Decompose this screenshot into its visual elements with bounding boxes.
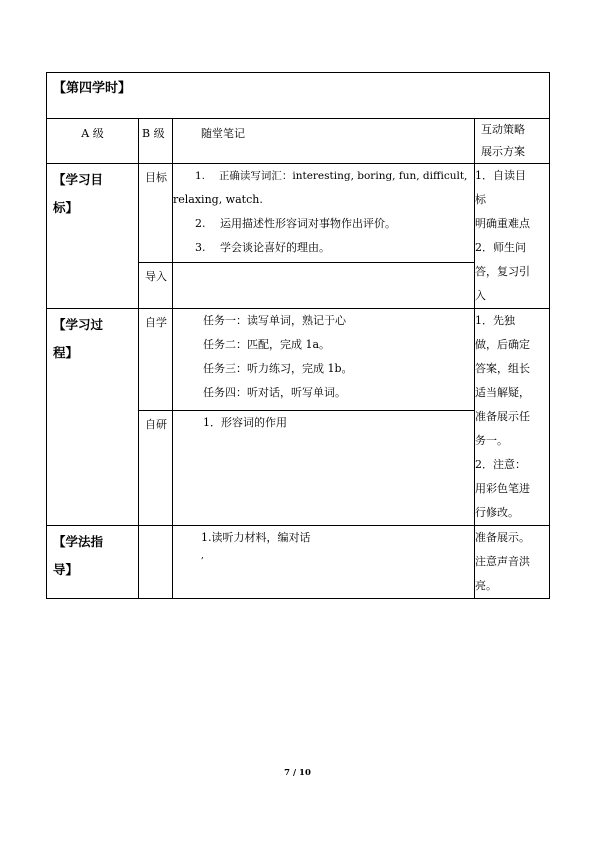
research-notes: 1．形容词的作用 xyxy=(173,411,475,526)
method-row xyxy=(47,526,550,599)
goals-label-cell xyxy=(47,164,139,309)
header-b-level: B 级 xyxy=(139,119,173,164)
header-notes: 随堂笔记 xyxy=(173,119,475,164)
goals-notes: 1. 正确读写词汇：interesting, boring, fun, difficult, relaxing, watch. 2. 运用描述性形容词对事物作出评价。 3. 学会谈论喜好的理由。 xyxy=(173,164,475,263)
header-a-level: A 级 xyxy=(47,119,139,164)
method-notes: 1.读听力材料，编对话 , xyxy=(173,526,475,599)
goals-strategy: 1．自读目 标 明确重难点 2．师生问 答，复习引 入 xyxy=(475,164,550,309)
method-strategy: 准备展示。 注意声音洪 亮。 xyxy=(475,526,550,599)
title-cell xyxy=(47,73,550,119)
method-label-cell xyxy=(47,526,139,599)
lesson-table xyxy=(46,72,550,599)
method-sub-cell xyxy=(139,526,173,599)
goals-row-1 xyxy=(47,164,550,263)
sub-label-intro: 导入 xyxy=(145,270,167,284)
self-study-sub-cell xyxy=(139,309,173,411)
goals-label: 【学习目 标】 xyxy=(53,172,104,215)
title-row xyxy=(47,73,550,119)
sub-label-self-study: 自学 xyxy=(145,316,167,329)
intro-notes xyxy=(173,263,475,309)
header-row xyxy=(47,119,550,164)
goal-sub-cell xyxy=(139,164,173,263)
self-study-notes: 任务一：读写单词，熟记于心 任务二：匹配，完成 1a。 任务三：听力练习，完成 1b。 任务四：听对话，听写单词。 xyxy=(173,309,475,411)
header-strategy: 互动策略 展示方案 xyxy=(475,119,550,164)
page-number: 7 / 10 xyxy=(284,768,311,778)
process-label: 【学习过 程】 xyxy=(53,317,104,360)
process-strategy: 1．先独 做，后确定 答案，组长 适当解疑， 准备展示任 务一。 2．注意： 用彩色笔进 行修改。 xyxy=(475,309,550,526)
process-label-cell xyxy=(47,309,139,526)
research-sub-cell xyxy=(139,411,173,526)
sub-label-research: 自研 xyxy=(145,418,167,432)
process-row-1 xyxy=(47,309,550,411)
method-mark: , xyxy=(201,551,204,561)
page-title: 【第四学时】 xyxy=(53,81,132,96)
method-label: 【学法指 导】 xyxy=(53,534,104,577)
intro-sub-cell xyxy=(139,263,173,309)
sub-label-goal: 目标 xyxy=(145,171,167,184)
